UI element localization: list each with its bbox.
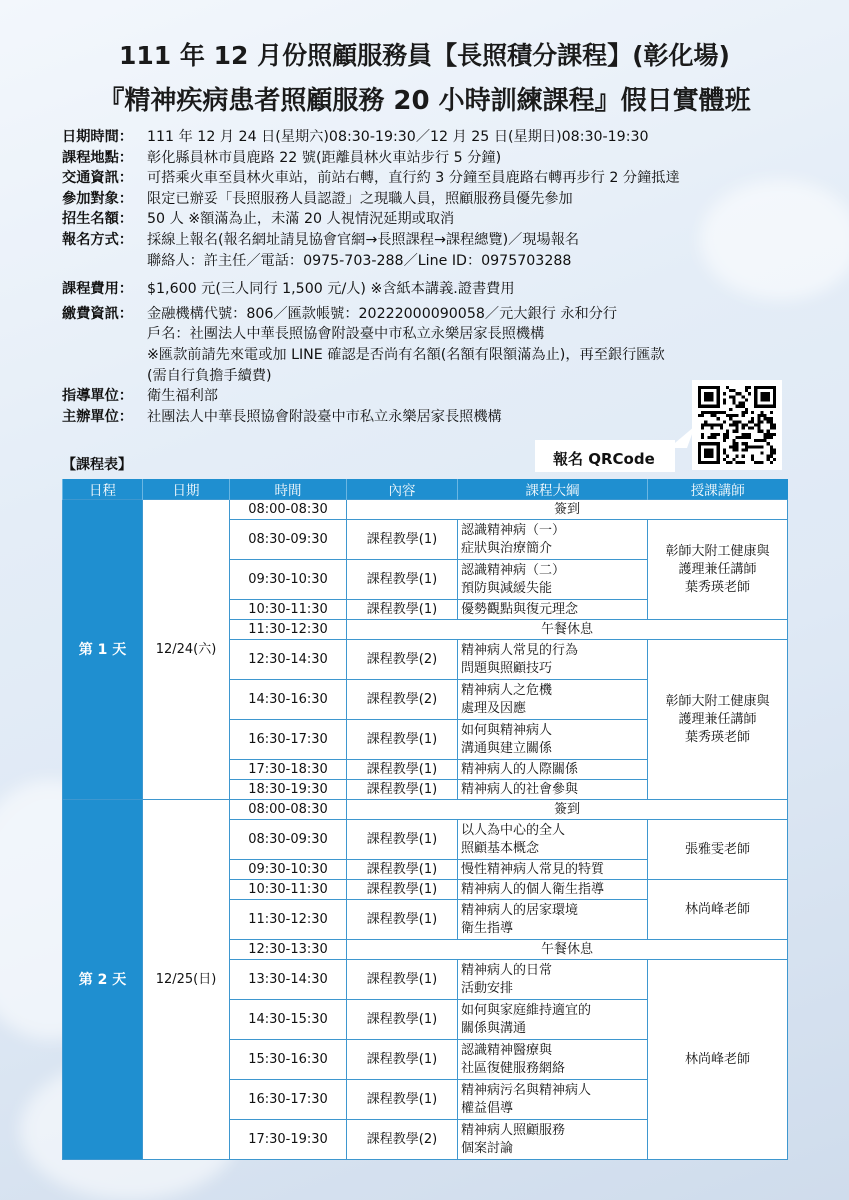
time-cell: 08:30-09:30 (230, 520, 347, 560)
time-cell: 08:30-09:30 (230, 820, 347, 860)
content-cell: 課程教學(2) (347, 640, 458, 680)
outline-cell: 慢性精神病人常見的特質 (458, 860, 648, 880)
content-cell: 課程教學(1) (347, 520, 458, 560)
time-cell: 17:30-19:30 (230, 1120, 347, 1160)
outline-cell: 認識精神醫療與 社區復健服務網絡 (458, 1040, 648, 1080)
time-cell: 12:30-14:30 (230, 640, 347, 680)
content-cell: 課程教學(1) (347, 600, 458, 620)
time-cell: 11:30-12:30 (230, 620, 347, 640)
content-cell: 課程教學(1) (347, 960, 458, 1000)
location-value: 彰化縣員林市員鹿路 22 號(距離員林火車站步行 5 分鐘) (147, 149, 502, 166)
checkin-cell: 簽到 (347, 500, 788, 520)
outline-cell: 優勢觀點與復元理念 (458, 600, 648, 620)
fee-row (62, 279, 802, 300)
content-cell: 課程教學(1) (347, 560, 458, 600)
outline-cell: 精神病人的社會參與 (458, 780, 648, 800)
header-content: 內容 (347, 479, 458, 500)
content-cell: 課程教學(1) (347, 720, 458, 760)
time-cell: 14:30-16:30 (230, 680, 347, 720)
outline-cell: 認識精神病（二） 預防與減緩失能 (458, 560, 648, 600)
time-cell: 10:30-11:30 (230, 880, 347, 900)
teacher-cell: 張雅雯老師 (648, 820, 788, 880)
qr-label: 報名 QRCode (553, 450, 655, 468)
content-cell: 課程教學(2) (347, 680, 458, 720)
date-label: 日期時間： (62, 129, 133, 145)
time-cell: 08:00-08:30 (230, 500, 347, 520)
outline-cell: 精神病人照顧服務 個案討論 (458, 1120, 648, 1160)
time-cell: 18:30-19:30 (230, 780, 347, 800)
signup-value: 採線上報名(報名網址請見協會官網→長照課程→課程總覽)／現場報名 (147, 231, 580, 248)
transport-row (62, 168, 802, 189)
outline-cell: 精神病人的個人衛生指導 (458, 880, 648, 900)
time-cell: 16:30-17:30 (230, 720, 347, 760)
time-cell: 09:30-10:30 (230, 560, 347, 600)
time-cell: 13:30-14:30 (230, 960, 347, 1000)
payment-label: 繳費資訊： (62, 305, 133, 322)
time-cell: 15:30-16:30 (230, 1040, 347, 1080)
quota-row (62, 209, 802, 230)
outline-cell: 精神病人常見的行為 問題與照顧技巧 (458, 640, 648, 680)
target-label: 參加對象： (62, 190, 133, 207)
day-2-date: 12/25(日) (143, 800, 230, 1160)
content-cell: 課程教學(1) (347, 860, 458, 880)
quota-label: 招生名額： (62, 211, 133, 228)
header-time: 時間 (230, 479, 347, 500)
date-row (62, 127, 802, 148)
location-row (62, 148, 802, 169)
table-row (63, 800, 788, 820)
outline-cell: 認識精神病（一） 症狀與治療簡介 (458, 520, 648, 560)
signup-row (62, 230, 802, 251)
header-date: 日期 (143, 479, 230, 500)
payment-value: 金融機構代號：806／匯款帳號：20222000090058／元大銀行 永和分行 (147, 305, 618, 322)
date-value: 111 年 12 月 24 日(星期六)08:30-19:30／12 月 25 日(星期日)08:30-19:30 (147, 129, 649, 145)
host-value: 社團法人中華長照協會附設臺中市私立永樂居家長照機構 (147, 408, 502, 425)
schedule-table (62, 479, 788, 1160)
qr-code[interactable] (692, 380, 782, 470)
content-cell: 課程教學(1) (347, 820, 458, 860)
day-1-date: 12/24(六) (143, 500, 230, 800)
account-name: 戶名：社團法人中華長照協會附設臺中市私立永樂居家長照機構 (147, 326, 545, 343)
guide-value: 衛生福利部 (147, 388, 218, 405)
fee-value: $1,600 元(三人同行 1,500 元/人) ※含紙本講義.證書費用 (147, 281, 515, 298)
payment-note-1: ※匯款前請先來電或加 LINE 確認是否尚有名額(名額有限額滿為止)，再至銀行匯款 (147, 346, 665, 363)
outline-cell: 精神病污名與精神病人 權益倡導 (458, 1080, 648, 1120)
day-1-label: 第 1 天 (63, 500, 143, 800)
teacher-cell: 林尚峰老師 (648, 880, 788, 940)
time-cell: 12:30-13:30 (230, 940, 347, 960)
header-teacher: 授課講師 (648, 479, 788, 500)
time-cell: 11:30-12:30 (230, 900, 347, 940)
target-value: 限定已辦妥「長照服務人員認證」之現職人員，照顧服務員優先參加 (147, 190, 573, 207)
transport-value: 可搭乘火車至員林火車站，前站右轉，直行約 3 分鐘至員鹿路右轉再步行 2 分鐘抵達 (147, 170, 680, 187)
host-row (62, 407, 802, 428)
transport-label: 交通資訊： (62, 170, 133, 187)
schedule-label: 【課程表】 (62, 457, 132, 473)
time-cell: 08:00-08:30 (230, 800, 347, 820)
content-cell: 課程教學(2) (347, 1120, 458, 1160)
time-cell: 17:30-18:30 (230, 760, 347, 780)
outline-cell: 以人為中心的全人 照顧基本概念 (458, 820, 648, 860)
time-cell: 09:30-10:30 (230, 860, 347, 880)
guide-label: 指導單位： (62, 388, 133, 405)
content-cell: 課程教學(1) (347, 780, 458, 800)
table-row (63, 500, 788, 520)
outline-cell: 如何與精神病人 溝通與建立關係 (458, 720, 648, 760)
guide-row (62, 386, 802, 407)
title-line-2: 『精神疾病患者照顧服務 20 小時訓練課程』假日實體班 (98, 86, 751, 116)
outline-cell: 精神病人的日常 活動安排 (458, 960, 648, 1000)
header-day: 日程 (63, 479, 143, 500)
content-cell: 課程教學(1) (347, 1080, 458, 1120)
lunch-cell: 午餐休息 (347, 620, 788, 640)
day-2-label: 第 2 天 (63, 800, 143, 1160)
teacher-cell: 彰師大附工健康與 護理兼任講師 葉秀瑛老師 (648, 520, 788, 620)
header-outline: 課程大綱 (458, 479, 648, 500)
contact-info: 聯絡人：許主任／電話：0975-703-288／Line ID：0975703288 (147, 252, 572, 269)
content-cell: 課程教學(1) (347, 900, 458, 940)
outline-cell: 精神病人的居家環境 衛生指導 (458, 900, 648, 940)
outline-cell: 精神病人的人際關係 (458, 760, 648, 780)
signup-label: 報名方式： (62, 231, 133, 248)
content-cell: 課程教學(1) (347, 1040, 458, 1080)
content-cell: 課程教學(1) (347, 880, 458, 900)
teacher-cell: 彰師大附工健康與 護理兼任講師 葉秀瑛老師 (648, 640, 788, 800)
time-cell: 10:30-11:30 (230, 600, 347, 620)
payment-note-2: (需自行負擔手續費) (147, 367, 272, 384)
table-header (63, 479, 788, 500)
content-cell: 課程教學(1) (347, 1000, 458, 1040)
content-cell: 課程教學(1) (347, 760, 458, 780)
checkin-cell: 簽到 (347, 800, 788, 820)
time-cell: 16:30-17:30 (230, 1080, 347, 1120)
title-line-1: 111 年 12 月份照顧服務員【長照積分課程】(彰化場) (119, 41, 730, 70)
lunch-cell: 午餐休息 (347, 940, 788, 960)
teacher-cell: 林尚峰老師 (648, 960, 788, 1160)
time-cell: 14:30-15:30 (230, 1000, 347, 1040)
payment-row (62, 304, 802, 325)
quota-value: 50 人 ※額滿為止，未滿 20 人視情況延期或取消 (147, 211, 455, 228)
outline-cell: 如何與家庭維持適宜的 關係與溝通 (458, 1000, 648, 1040)
location-label: 課程地點： (62, 149, 133, 166)
host-label: 主辦單位： (62, 408, 133, 425)
target-row (62, 189, 802, 210)
course-info (62, 127, 802, 427)
outline-cell: 精神病人之危機 處理及因應 (458, 680, 648, 720)
fee-label: 課程費用： (62, 281, 133, 298)
